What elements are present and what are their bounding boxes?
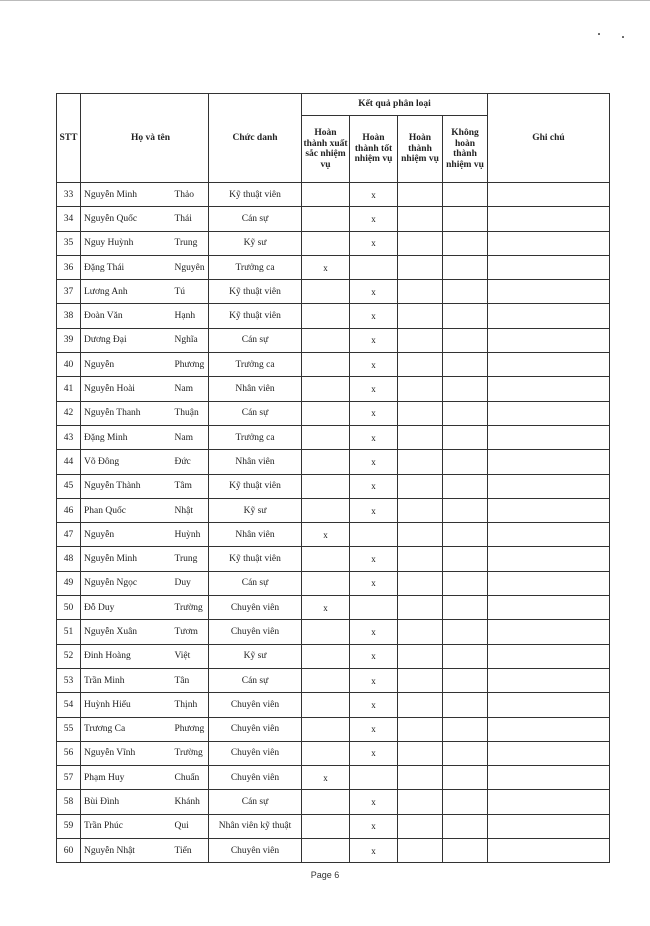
last-middle-name: Nguyễn Thành	[81, 474, 169, 498]
first-name: Trung	[169, 547, 209, 571]
notes-cell	[488, 498, 610, 522]
position-title: Cán sự	[209, 207, 302, 231]
page-number: Page 6	[310, 870, 340, 880]
table-row	[57, 450, 610, 474]
last-middle-name: Đoàn Văn	[81, 304, 169, 328]
table-row	[57, 377, 610, 401]
scan-speck	[598, 33, 600, 35]
mark-incomplete	[443, 498, 488, 522]
last-middle-name: Nguyễn Vĩnh	[81, 741, 169, 765]
row-number: 43	[57, 425, 81, 449]
notes-cell	[488, 741, 610, 765]
mark-good: x	[350, 328, 398, 352]
mark-good: x	[350, 644, 398, 668]
mark-incomplete	[443, 644, 488, 668]
row-number: 60	[57, 839, 81, 863]
last-middle-name: Trần Phúc	[81, 814, 169, 838]
last-middle-name: Bùi Đình	[81, 790, 169, 814]
mark-incomplete	[443, 255, 488, 279]
last-middle-name: Đinh Hoàng	[81, 644, 169, 668]
table-row	[57, 523, 610, 547]
mark-incomplete	[443, 814, 488, 838]
mark-excellent	[302, 425, 350, 449]
table-row	[57, 766, 610, 790]
last-middle-name: Phạm Huy	[81, 766, 169, 790]
mark-complete	[398, 425, 443, 449]
mark-excellent	[302, 668, 350, 692]
position-title: Kỹ thuật viên	[209, 304, 302, 328]
mark-incomplete	[443, 207, 488, 231]
mark-incomplete	[443, 766, 488, 790]
mark-good: x	[350, 450, 398, 474]
position-title: Chuyên viên	[209, 741, 302, 765]
table-row	[57, 255, 610, 279]
position-title: Nhân viên	[209, 450, 302, 474]
mark-good	[350, 766, 398, 790]
row-number: 55	[57, 717, 81, 741]
mark-excellent	[302, 377, 350, 401]
row-number: 47	[57, 523, 81, 547]
header-incomplete: Không hoàn thành nhiệm vụ	[443, 116, 488, 183]
mark-complete	[398, 207, 443, 231]
table-row	[57, 280, 610, 304]
position-title: Chuyên viên	[209, 839, 302, 863]
mark-excellent	[302, 790, 350, 814]
last-middle-name: Nguyễn Ngọc	[81, 571, 169, 595]
first-name: Thịnh	[169, 693, 209, 717]
first-name: Tú	[169, 280, 209, 304]
first-name: Nam	[169, 425, 209, 449]
position-title: Kỹ thuật viên	[209, 183, 302, 207]
mark-incomplete	[443, 425, 488, 449]
position-title: Trưởng ca	[209, 425, 302, 449]
notes-cell	[488, 693, 610, 717]
position-title: Cán sự	[209, 401, 302, 425]
first-name: Thuận	[169, 401, 209, 425]
mark-incomplete	[443, 790, 488, 814]
row-number: 41	[57, 377, 81, 401]
table-row	[57, 814, 610, 838]
mark-good: x	[350, 571, 398, 595]
mark-incomplete	[443, 353, 488, 377]
row-number: 35	[57, 231, 81, 255]
header-notes: Ghi chú	[488, 94, 610, 183]
mark-incomplete	[443, 596, 488, 620]
last-middle-name: Nguy Huỳnh	[81, 231, 169, 255]
header-stt: STT	[57, 94, 81, 183]
notes-cell	[488, 280, 610, 304]
last-middle-name: Nguyễn Quốc	[81, 207, 169, 231]
mark-complete	[398, 498, 443, 522]
table-row	[57, 304, 610, 328]
mark-excellent: x	[302, 596, 350, 620]
last-middle-name: Phan Quốc	[81, 498, 169, 522]
mark-incomplete	[443, 450, 488, 474]
table-row	[57, 207, 610, 231]
mark-complete	[398, 693, 443, 717]
first-name: Thái	[169, 207, 209, 231]
position-title: Cán sự	[209, 668, 302, 692]
table-row	[57, 547, 610, 571]
last-middle-name: Đặng Thái	[81, 255, 169, 279]
evaluation-table-container	[56, 93, 610, 863]
table-row	[57, 790, 610, 814]
mark-good: x	[350, 304, 398, 328]
first-name: Tân	[169, 668, 209, 692]
mark-complete	[398, 450, 443, 474]
first-name: Qui	[169, 814, 209, 838]
mark-incomplete	[443, 280, 488, 304]
mark-excellent	[302, 401, 350, 425]
mark-complete	[398, 401, 443, 425]
mark-good: x	[350, 183, 398, 207]
evaluation-table	[56, 93, 610, 863]
position-title: Trưởng ca	[209, 255, 302, 279]
mark-good: x	[350, 717, 398, 741]
row-number: 38	[57, 304, 81, 328]
notes-cell	[488, 790, 610, 814]
table-row	[57, 693, 610, 717]
mark-incomplete	[443, 377, 488, 401]
row-number: 52	[57, 644, 81, 668]
notes-cell	[488, 668, 610, 692]
notes-cell	[488, 644, 610, 668]
row-number: 45	[57, 474, 81, 498]
notes-cell	[488, 425, 610, 449]
last-middle-name: Nguyễn	[81, 353, 169, 377]
first-name: Chuẩn	[169, 766, 209, 790]
row-number: 37	[57, 280, 81, 304]
mark-complete	[398, 766, 443, 790]
mark-good: x	[350, 814, 398, 838]
position-title: Kỹ sư	[209, 231, 302, 255]
row-number: 42	[57, 401, 81, 425]
mark-good: x	[350, 425, 398, 449]
table-row	[57, 644, 610, 668]
mark-incomplete	[443, 839, 488, 863]
scan-speck	[622, 36, 624, 38]
first-name: Tươm	[169, 620, 209, 644]
mark-incomplete	[443, 328, 488, 352]
first-name: Thảo	[169, 183, 209, 207]
last-middle-name: Nguyễn	[81, 523, 169, 547]
row-number: 57	[57, 766, 81, 790]
mark-excellent: x	[302, 523, 350, 547]
first-name: Đức	[169, 450, 209, 474]
mark-good: x	[350, 693, 398, 717]
first-name: Hạnh	[169, 304, 209, 328]
last-middle-name: Võ Đông	[81, 450, 169, 474]
table-row	[57, 668, 610, 692]
notes-cell	[488, 620, 610, 644]
position-title: Kỹ sư	[209, 498, 302, 522]
row-number: 46	[57, 498, 81, 522]
position-title: Kỹ thuật viên	[209, 547, 302, 571]
row-number: 36	[57, 255, 81, 279]
mark-excellent	[302, 353, 350, 377]
mark-incomplete	[443, 304, 488, 328]
notes-cell	[488, 353, 610, 377]
notes-cell	[488, 207, 610, 231]
mark-excellent	[302, 231, 350, 255]
position-title: Chuyên viên	[209, 693, 302, 717]
notes-cell	[488, 839, 610, 863]
last-middle-name: Nguyễn Minh	[81, 547, 169, 571]
position-title: Cán sự	[209, 571, 302, 595]
table-row	[57, 353, 610, 377]
mark-complete	[398, 814, 443, 838]
position-title: Trưởng ca	[209, 353, 302, 377]
notes-cell	[488, 717, 610, 741]
table-row	[57, 839, 610, 863]
notes-cell	[488, 183, 610, 207]
mark-incomplete	[443, 183, 488, 207]
mark-good: x	[350, 839, 398, 863]
mark-excellent	[302, 304, 350, 328]
notes-cell	[488, 766, 610, 790]
mark-excellent	[302, 183, 350, 207]
mark-good: x	[350, 620, 398, 644]
table-row	[57, 620, 610, 644]
position-title: Chuyên viên	[209, 620, 302, 644]
table-row	[57, 183, 610, 207]
header-complete: Hoàn thành nhiệm vụ	[398, 116, 443, 183]
row-number: 40	[57, 353, 81, 377]
first-name: Nghĩa	[169, 328, 209, 352]
first-name: Tâm	[169, 474, 209, 498]
mark-complete	[398, 717, 443, 741]
mark-incomplete	[443, 401, 488, 425]
last-middle-name: Nguyễn Minh	[81, 183, 169, 207]
table-row	[57, 425, 610, 449]
mark-complete	[398, 328, 443, 352]
table-header	[57, 94, 610, 183]
position-title: Kỹ thuật viên	[209, 280, 302, 304]
first-name: Huỳnh	[169, 523, 209, 547]
position-title: Nhân viên	[209, 523, 302, 547]
header-name: Họ và tên	[81, 94, 209, 183]
mark-complete	[398, 620, 443, 644]
mark-complete	[398, 668, 443, 692]
mark-excellent: x	[302, 766, 350, 790]
mark-incomplete	[443, 717, 488, 741]
mark-excellent	[302, 644, 350, 668]
last-middle-name: Đặng Minh	[81, 425, 169, 449]
first-name: Trường	[169, 741, 209, 765]
mark-excellent	[302, 741, 350, 765]
mark-incomplete	[443, 741, 488, 765]
position-title: Cán sự	[209, 790, 302, 814]
row-number: 39	[57, 328, 81, 352]
mark-complete	[398, 304, 443, 328]
mark-good: x	[350, 547, 398, 571]
mark-excellent	[302, 571, 350, 595]
notes-cell	[488, 596, 610, 620]
mark-excellent	[302, 280, 350, 304]
mark-excellent	[302, 328, 350, 352]
mark-good: x	[350, 377, 398, 401]
notes-cell	[488, 450, 610, 474]
mark-complete	[398, 644, 443, 668]
mark-incomplete	[443, 668, 488, 692]
position-title: Kỹ thuật viên	[209, 474, 302, 498]
first-name: Phương	[169, 717, 209, 741]
last-middle-name: Huỳnh Hiếu	[81, 693, 169, 717]
row-number: 33	[57, 183, 81, 207]
mark-complete	[398, 523, 443, 547]
mark-good: x	[350, 741, 398, 765]
last-middle-name: Trương Ca	[81, 717, 169, 741]
table-body	[57, 183, 610, 863]
mark-good: x	[350, 401, 398, 425]
mark-incomplete	[443, 474, 488, 498]
row-number: 51	[57, 620, 81, 644]
mark-good: x	[350, 474, 398, 498]
mark-incomplete	[443, 547, 488, 571]
position-title: Kỹ sư	[209, 644, 302, 668]
row-number: 44	[57, 450, 81, 474]
row-number: 50	[57, 596, 81, 620]
mark-good	[350, 255, 398, 279]
row-number: 53	[57, 668, 81, 692]
first-name: Khánh	[169, 790, 209, 814]
header-good: Hoàn thành tốt nhiệm vụ	[350, 116, 398, 183]
mark-good: x	[350, 231, 398, 255]
mark-complete	[398, 571, 443, 595]
position-title: Nhân viên kỹ thuật	[209, 814, 302, 838]
row-number: 34	[57, 207, 81, 231]
first-name: Nhật	[169, 498, 209, 522]
mark-excellent	[302, 814, 350, 838]
last-middle-name: Nguyễn Thanh	[81, 401, 169, 425]
mark-complete	[398, 741, 443, 765]
mark-complete	[398, 255, 443, 279]
row-number: 56	[57, 741, 81, 765]
mark-complete	[398, 353, 443, 377]
notes-cell	[488, 255, 610, 279]
mark-excellent	[302, 839, 350, 863]
mark-complete	[398, 183, 443, 207]
table-row	[57, 401, 610, 425]
last-middle-name: Lương Anh	[81, 280, 169, 304]
mark-complete	[398, 377, 443, 401]
notes-cell	[488, 231, 610, 255]
mark-excellent	[302, 693, 350, 717]
mark-excellent	[302, 474, 350, 498]
row-number: 58	[57, 790, 81, 814]
mark-incomplete	[443, 231, 488, 255]
mark-good: x	[350, 207, 398, 231]
table-row	[57, 717, 610, 741]
last-middle-name: Nguyễn Nhật	[81, 839, 169, 863]
position-title: Chuyên viên	[209, 766, 302, 790]
mark-good	[350, 596, 398, 620]
mark-excellent	[302, 207, 350, 231]
position-title: Nhân viên	[209, 377, 302, 401]
first-name: Việt	[169, 644, 209, 668]
notes-cell	[488, 523, 610, 547]
last-middle-name: Nguyễn Hoài	[81, 377, 169, 401]
notes-cell	[488, 377, 610, 401]
first-name: Duy	[169, 571, 209, 595]
mark-excellent	[302, 498, 350, 522]
notes-cell	[488, 814, 610, 838]
mark-complete	[398, 790, 443, 814]
row-number: 59	[57, 814, 81, 838]
position-title: Chuyên viên	[209, 717, 302, 741]
mark-complete	[398, 596, 443, 620]
first-name: Tiến	[169, 839, 209, 863]
header-position: Chức danh	[209, 94, 302, 183]
mark-excellent	[302, 547, 350, 571]
position-title: Chuyên viên	[209, 596, 302, 620]
mark-good: x	[350, 668, 398, 692]
page-top-edge	[0, 0, 650, 1]
mark-excellent	[302, 450, 350, 474]
first-name: Phương	[169, 353, 209, 377]
mark-incomplete	[443, 523, 488, 547]
mark-complete	[398, 839, 443, 863]
last-middle-name: Dương Đại	[81, 328, 169, 352]
last-middle-name: Trần Minh	[81, 668, 169, 692]
mark-good: x	[350, 790, 398, 814]
position-title: Cán sự	[209, 328, 302, 352]
mark-complete	[398, 547, 443, 571]
mark-complete	[398, 474, 443, 498]
notes-cell	[488, 328, 610, 352]
mark-incomplete	[443, 620, 488, 644]
table-row	[57, 596, 610, 620]
first-name: Nam	[169, 377, 209, 401]
mark-good: x	[350, 353, 398, 377]
header-result-group: Kết quả phân loại	[302, 94, 488, 116]
mark-good	[350, 523, 398, 547]
mark-good: x	[350, 498, 398, 522]
mark-good: x	[350, 280, 398, 304]
first-name: Nguyên	[169, 255, 209, 279]
notes-cell	[488, 401, 610, 425]
mark-excellent: x	[302, 255, 350, 279]
notes-cell	[488, 474, 610, 498]
row-number: 54	[57, 693, 81, 717]
table-row	[57, 741, 610, 765]
mark-incomplete	[443, 571, 488, 595]
mark-complete	[398, 231, 443, 255]
mark-complete	[398, 280, 443, 304]
mark-incomplete	[443, 693, 488, 717]
row-number: 49	[57, 571, 81, 595]
table-row	[57, 498, 610, 522]
first-name: Trung	[169, 231, 209, 255]
last-middle-name: Đỗ Duy	[81, 596, 169, 620]
mark-excellent	[302, 620, 350, 644]
notes-cell	[488, 547, 610, 571]
mark-excellent	[302, 717, 350, 741]
row-number: 48	[57, 547, 81, 571]
last-middle-name: Nguyễn Xuân	[81, 620, 169, 644]
table-row	[57, 231, 610, 255]
header-excellent: Hoàn thành xuất sắc nhiệm vụ	[302, 116, 350, 183]
table-row	[57, 571, 610, 595]
notes-cell	[488, 304, 610, 328]
table-row	[57, 328, 610, 352]
notes-cell	[488, 571, 610, 595]
first-name: Trường	[169, 596, 209, 620]
table-row	[57, 474, 610, 498]
